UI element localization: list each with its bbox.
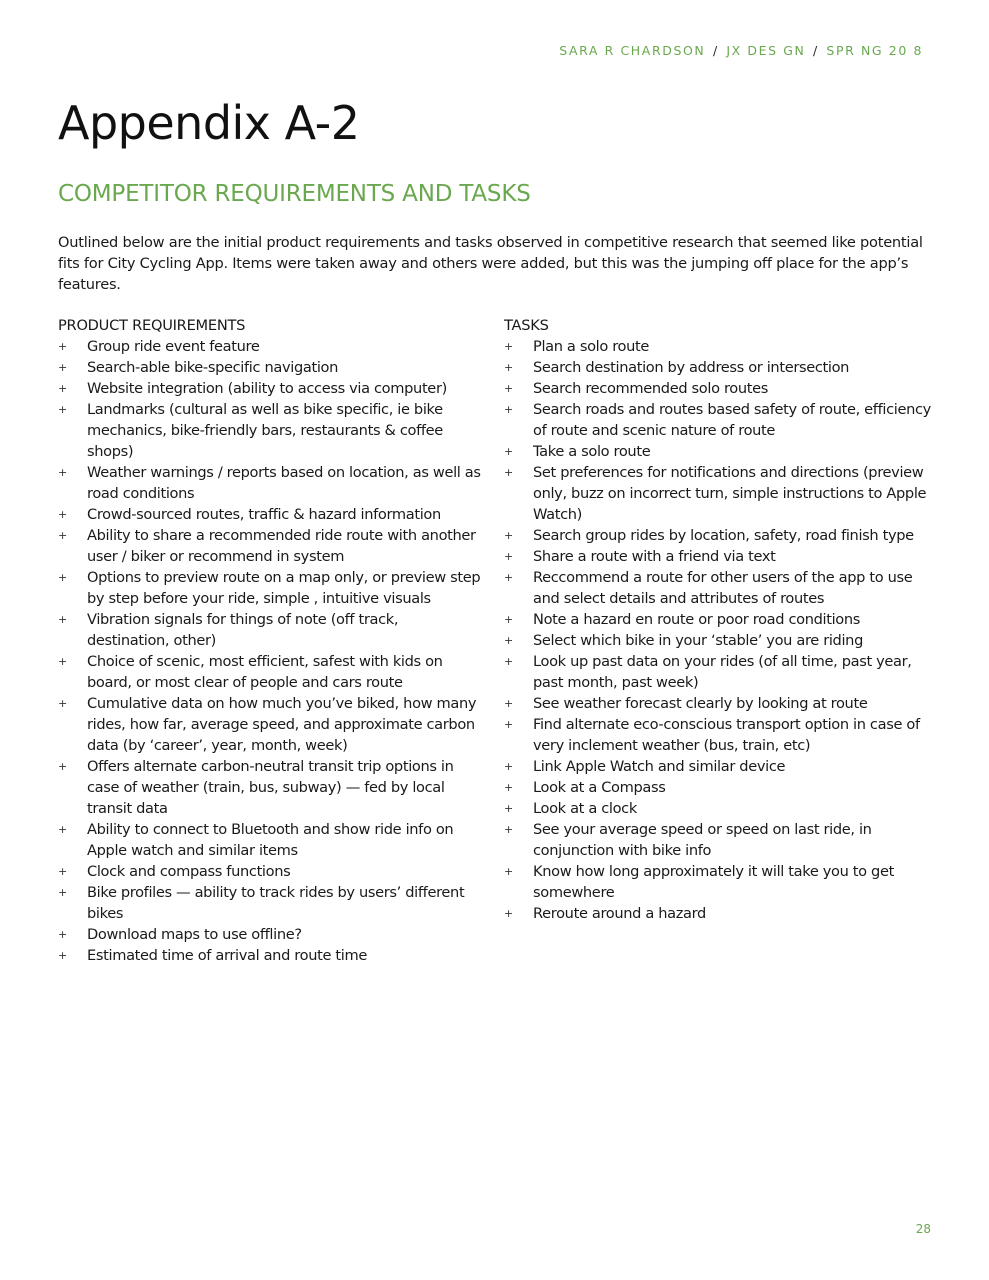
plus-bullet-icon: + [58,403,67,416]
plus-bullet-icon: + [504,445,513,458]
plus-bullet-icon: + [58,823,67,836]
requirement-item [58,945,483,966]
task-item [504,357,934,378]
task-item [504,651,934,693]
plus-bullet-icon: + [58,655,67,668]
plus-bullet-icon: + [504,760,513,773]
header-separator: / [712,43,719,58]
requirement-item [58,525,483,567]
intro-paragraph: Outlined below are the initial product requirements and tasks observed in competitive research that seemed like potential fits for City Cycling App. Items were taken away and others were added, but this was the jumping off place for the app’s features. [58,234,923,293]
requirement-item [58,399,483,462]
plus-bullet-icon: + [504,802,513,815]
task-item [504,567,934,609]
requirement-item [58,504,483,525]
task-item-text: See weather forecast clearly by looking at route [533,695,868,712]
task-item-text: Look up past data on your rides (of all time, past year, past month, past week) [533,653,912,691]
plus-bullet-icon: + [504,403,513,416]
task-item-text: Reroute around a hazard [533,905,706,922]
plus-bullet-icon: + [504,907,513,920]
requirement-item [58,861,483,882]
task-item-text: Share a route with a friend via text [533,548,776,565]
plus-bullet-icon: + [58,865,67,878]
requirement-item [58,924,483,945]
task-item-text: Search destination by address or intersection [533,359,850,376]
task-item [504,777,934,798]
task-item [504,609,934,630]
requirement-item-text: Estimated time of arrival and route time [87,947,367,964]
task-item-text: Note a hazard en route or poor road conditions [533,611,861,628]
requirement-item [58,693,483,756]
plus-bullet-icon: + [58,949,67,962]
requirements-column [58,315,483,966]
plus-bullet-icon: + [504,781,513,794]
task-item [504,903,934,924]
requirement-item-text: Options to preview route on a map only, or preview step by step before your ride, simple , intuitive visuals [87,569,481,607]
task-item [504,525,934,546]
plus-bullet-icon: + [504,865,513,878]
plus-bullet-icon: + [58,697,67,710]
task-item [504,819,934,861]
requirement-item-text: Clock and compass functions [87,863,291,880]
task-item-text: Look at a Compass [533,779,666,796]
requirement-item-text: Vibration signals for things of note (off track, destination, other) [87,611,399,649]
section-subtitle: COMPETITOR REQUIREMENTS AND TASKS [58,181,531,207]
task-item [504,714,934,756]
requirement-item-text: Search-able bike-specific navigation [87,359,338,376]
plus-bullet-icon: + [504,823,513,836]
task-item-text: Select which bike in your ‘stable’ you are riding [533,632,863,649]
plus-bullet-icon: + [58,571,67,584]
requirement-item-text: Weather warnings / reports based on location, as well as road conditions [87,464,481,502]
task-item [504,336,934,357]
task-item-text: Find alternate eco-conscious transport option in case of very inclement weather (bus, train, etc) [533,716,920,754]
requirement-item-text: Landmarks (cultural as well as bike specific, ie bike mechanics, bike-friendly bars, restaurants & coffee shops) [87,401,443,460]
task-item-text: Set preferences for notifications and directions (preview only, buzz on incorrect turn, simple instructions to Apple Watch) [533,464,927,523]
tasks-column [504,315,934,924]
header-term: SPR NG 20 8 [826,43,923,58]
plus-bullet-icon: + [58,613,67,626]
requirement-item-text: Crowd-sourced routes, traffic & hazard information [87,506,441,523]
plus-bullet-icon: + [504,361,513,374]
requirement-item [58,651,483,693]
task-item [504,630,934,651]
page-number: 28 [915,1222,931,1236]
task-item-text: Know how long approximately it will take you to get somewhere [533,863,894,901]
requirement-item [58,378,483,399]
task-item-text: Search recommended solo routes [533,380,769,397]
task-item [504,546,934,567]
plus-bullet-icon: + [504,613,513,626]
task-item [504,399,934,441]
header-course: JX DES GN [726,43,806,58]
plus-bullet-icon: + [58,361,67,374]
task-item-text: Plan a solo route [533,338,650,355]
requirement-item [58,357,483,378]
task-item [504,798,934,819]
requirements-heading: PRODUCT REQUIREMENTS [58,317,246,334]
task-item [504,462,934,525]
plus-bullet-icon: + [504,550,513,563]
task-item-text: Reccommend a route for other users of the app to use and select details and attributes of routes [533,569,913,607]
plus-bullet-icon: + [504,466,513,479]
task-item-text: Link Apple Watch and similar device [533,758,786,775]
requirement-item [58,462,483,504]
requirements-list [58,336,483,966]
requirement-item-text: Download maps to use offline? [87,926,302,943]
plus-bullet-icon: + [58,886,67,899]
requirement-item-text: Bike profiles — ability to track rides by users’ different bikes [87,884,465,922]
running-header [559,43,923,58]
plus-bullet-icon: + [58,928,67,941]
plus-bullet-icon: + [504,634,513,647]
tasks-list [504,336,934,924]
requirement-item [58,567,483,609]
requirement-item [58,609,483,651]
plus-bullet-icon: + [504,697,513,710]
task-item-text: Take a solo route [533,443,651,460]
plus-bullet-icon: + [504,571,513,584]
page-title: Appendix A-2 [58,96,360,150]
requirement-item [58,882,483,924]
plus-bullet-icon: + [504,382,513,395]
plus-bullet-icon: + [58,529,67,542]
plus-bullet-icon: + [58,382,67,395]
header-author: SARA R CHARDSON [559,43,706,58]
task-item-text: Search roads and routes based safety of route, efficiency of route and scenic nature of route [533,401,931,439]
requirement-item [58,756,483,819]
tasks-heading: TASKS [504,317,549,334]
task-item [504,693,934,714]
requirement-item-text: Choice of scenic, most efficient, safest with kids on board, or most clear of people and cars route [87,653,443,691]
task-item [504,441,934,462]
requirement-item-text: Website integration (ability to access via computer) [87,380,447,397]
plus-bullet-icon: + [504,340,513,353]
plus-bullet-icon: + [58,760,67,773]
task-item-text: Look at a clock [533,800,637,817]
requirement-item [58,819,483,861]
requirement-item [58,336,483,357]
requirement-item-text: Offers alternate carbon-neutral transit trip options in case of weather (train, bus, subway) — fed by local transit data [87,758,454,817]
requirement-item-text: Ability to share a recommended ride route with another user / biker or recommend in system [87,527,476,565]
task-item [504,378,934,399]
plus-bullet-icon: + [504,655,513,668]
requirement-item-text: Cumulative data on how much you’ve biked, how many rides, how far, average speed, and approximate carbon data (by ‘career’, year, month, week) [87,695,477,754]
requirement-item-text: Group ride event feature [87,338,260,355]
plus-bullet-icon: + [58,340,67,353]
plus-bullet-icon: + [58,466,67,479]
task-item-text: Search group rides by location, safety, road finish type [533,527,914,544]
task-item [504,861,934,903]
plus-bullet-icon: + [504,718,513,731]
header-separator: / [813,43,819,58]
plus-bullet-icon: + [58,508,67,521]
plus-bullet-icon: + [504,529,513,542]
task-item [504,756,934,777]
requirement-item-text: Ability to connect to Bluetooth and show ride info on Apple watch and similar items [87,821,454,859]
task-item-text: See your average speed or speed on last ride, in conjunction with bike info [533,821,872,859]
